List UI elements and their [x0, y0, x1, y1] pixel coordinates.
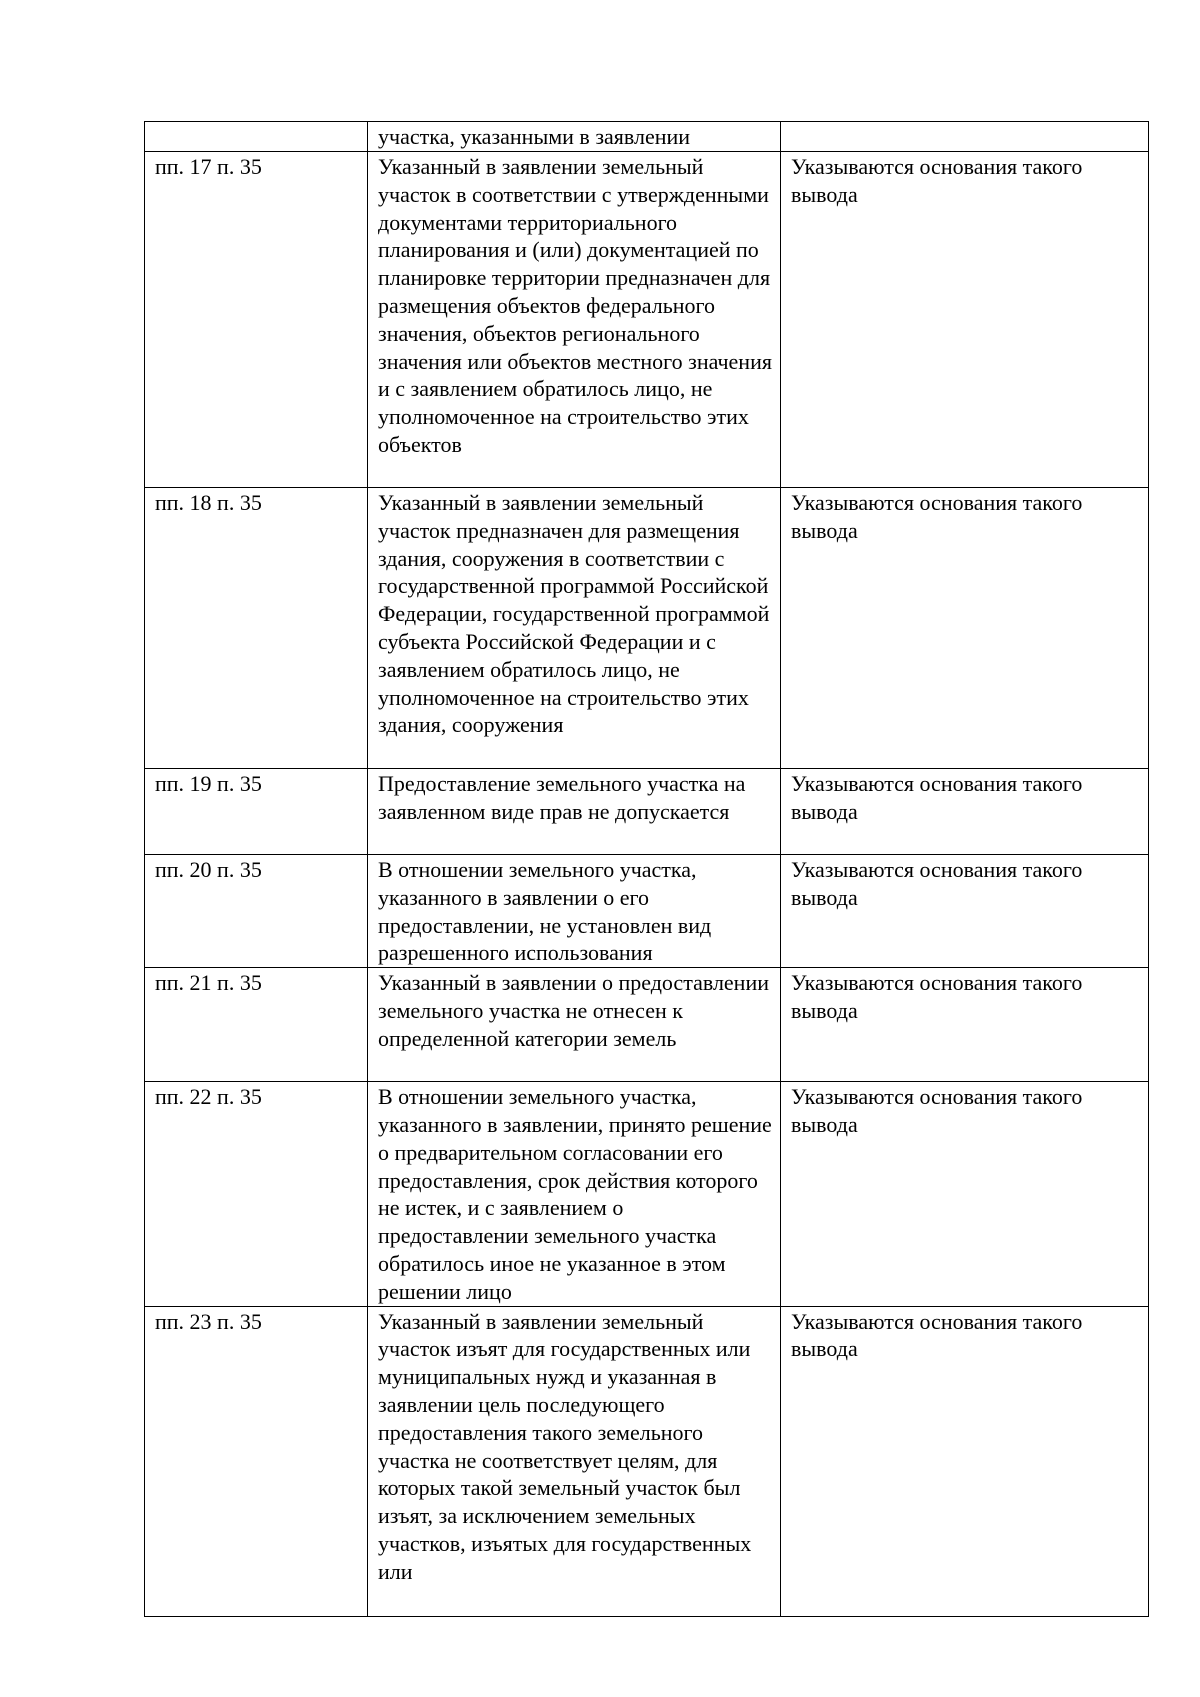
- explanation-cell: [781, 1082, 1149, 1306]
- reason-cell: [368, 488, 781, 769]
- reason-cell: [368, 1306, 781, 1616]
- reason-cell: [368, 1082, 781, 1306]
- table-row: [145, 968, 1149, 1082]
- explanation-cell: [781, 152, 1149, 488]
- explanation-cell: [781, 488, 1149, 769]
- table-row: [145, 152, 1149, 488]
- explanation-cell: [781, 769, 1149, 855]
- reason-text: Указанный в заявлении земельный участок в соответствии с утвержденными документами территориального планирования и (или) документацией по планировке территории предназначен для размещения объектов федерального значения, объектов регионального значения или объектов местного значения и с заявлением обратилось лицо, не уполномоченное на строительство этих объектов: [378, 154, 772, 457]
- explanation-text: Указываются основания такого вывода: [791, 1308, 1083, 1362]
- explanation-text: Указываются основания такого вывода: [791, 970, 1083, 1023]
- clause-text: пп. 18 п. 35: [155, 490, 262, 515]
- explanation-text: Указываются основания такого вывода: [791, 857, 1083, 910]
- table-row: [145, 855, 1149, 968]
- clause-cell: [145, 968, 368, 1082]
- clause-cell: [145, 152, 368, 488]
- explanation-text: Указываются основания такого вывода: [791, 771, 1083, 824]
- reason-cell: [368, 769, 781, 855]
- explanation-text: Указываются основания такого вывода: [791, 1084, 1083, 1137]
- clause-text: пп. 20 п. 35: [155, 857, 262, 882]
- explanation-text: Указываются основания такого вывода: [791, 154, 1083, 207]
- clause-cell: [145, 488, 368, 769]
- table-row: [145, 488, 1149, 769]
- grounds-table: [144, 121, 1149, 1617]
- reason-cell: [368, 152, 781, 488]
- explanation-text: Указываются основания такого вывода: [791, 490, 1083, 543]
- clause-cell: [145, 1082, 368, 1306]
- explanation-cell: [781, 855, 1149, 968]
- reason-text: В отношении земельного участка, указанного в заявлении, принято решение о предварительном согласовании его предоставления, срок действия которого не истек, и с заявлением о предоставлении земельного участка обратилось иное не указанное в этом решении лицо: [378, 1084, 772, 1304]
- explanation-cell: [781, 122, 1149, 152]
- explanation-cell: [781, 1306, 1149, 1616]
- table-row: [145, 769, 1149, 855]
- reason-cell: [368, 855, 781, 968]
- clause-cell: [145, 769, 368, 855]
- clause-text: пп. 21 п. 35: [155, 970, 262, 996]
- reason-text: В отношении земельного участка, указанного в заявлении о его предоставлении, не установлен вид разрешенного использования: [378, 857, 712, 966]
- clause-cell: [145, 122, 368, 152]
- clause-text: пп. 17 п. 35: [155, 154, 262, 179]
- reason-text: Указанный в заявлении земельный участок предназначен для размещения здания, сооружения в соответствии с государственной программой Российской Федерации, государственной программой субъекта Российской Федерации и с заявлением обратилось лицо, не уполномоченное на строительство этих здания, сооружения: [378, 490, 770, 738]
- table-row-continuation: [145, 122, 1149, 152]
- table-row: [145, 1082, 1149, 1306]
- reason-cell: [368, 122, 781, 152]
- clause-cell: [145, 855, 368, 968]
- reason-text: Указанный в заявлении о предоставлении земельного участка не отнесен к определенной категории земель: [378, 970, 770, 1051]
- reason-text: Указанный в заявлении земельный участок изъят для государственных или муниципальных нужд и указанная в заявлении цель последующего предоставления такого земельного участка не соответствует целям, для которых такой земельный участок был изъят, за исключением земельных участков, изъятых для государственных или: [378, 1308, 752, 1584]
- table-row: [145, 1306, 1149, 1616]
- clause-cell: [145, 1306, 368, 1616]
- reason-text: участка, указанными в заявлении: [378, 124, 691, 149]
- explanation-cell: [781, 968, 1149, 1082]
- clause-text: пп. 22 п. 35: [155, 1084, 262, 1110]
- clause-text: пп. 19 п. 35: [155, 771, 262, 796]
- reason-cell: [368, 968, 781, 1082]
- clause-text: пп. 23 п. 35: [155, 1308, 262, 1334]
- reason-text: Предоставление земельного участка на заявленном виде прав не допускается: [378, 771, 746, 824]
